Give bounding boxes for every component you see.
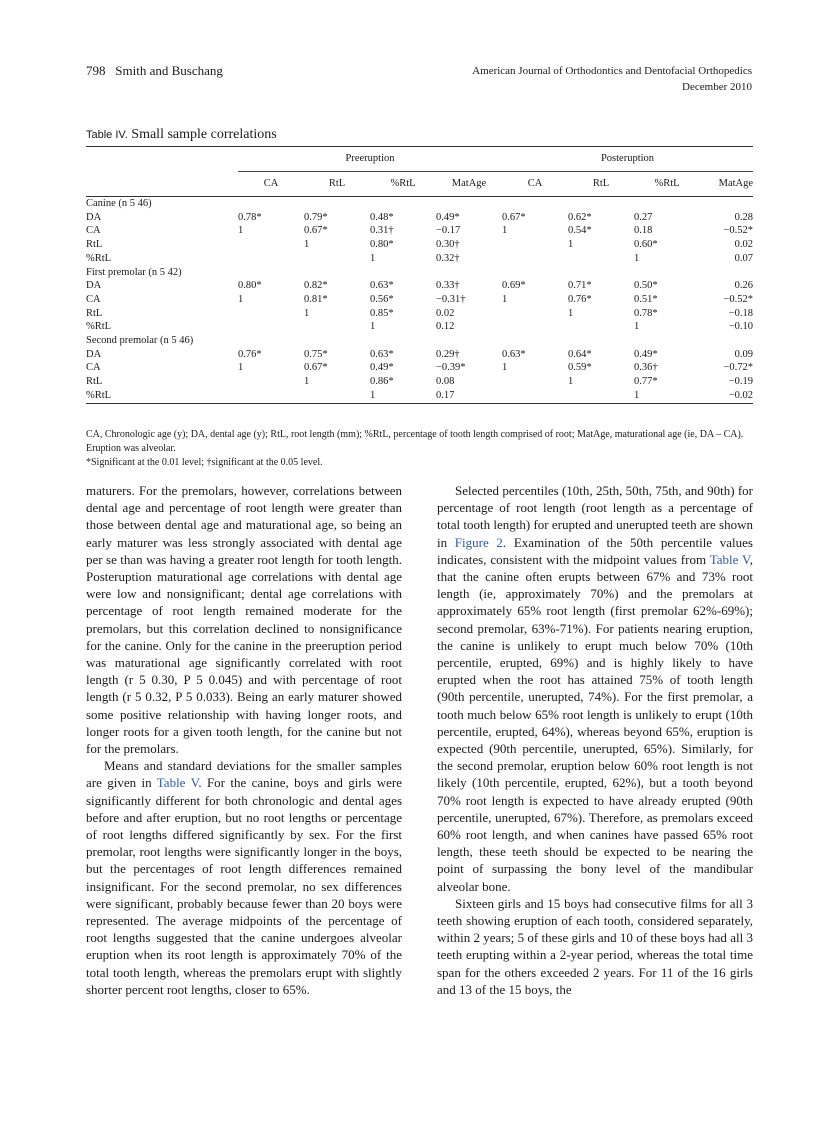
table-cell: 1 <box>568 307 574 319</box>
table-cell: 0.62* <box>568 211 592 223</box>
table-cell: 1 <box>502 362 508 374</box>
table-cell: 0.76* <box>568 293 592 305</box>
table-cell <box>568 320 634 334</box>
table-cell: 0.76* <box>238 348 262 360</box>
table-row <box>86 389 753 403</box>
table-cell: 0.49* <box>370 362 394 374</box>
table-cell: 0.67* <box>304 362 328 374</box>
table-cell <box>502 238 568 252</box>
table-cell: 0.78* <box>634 307 658 319</box>
table-cell <box>238 375 304 389</box>
table-cell: 0.71* <box>568 280 592 292</box>
table-cell: 0.59* <box>568 362 592 374</box>
table-cell: 0.86* <box>370 376 394 388</box>
table-cell: 0.29† <box>436 348 460 360</box>
table-cell: −0.02 <box>728 389 754 401</box>
column-header: RtL <box>328 178 346 189</box>
issue-date: December 2010 <box>682 81 752 93</box>
row-label: %RtL <box>86 252 112 264</box>
table-footnote-abbreviations: CA, Chronologic age (y); DA, dental age (y); RtL, root length (mm); %RtL, percentage of tooth length comprised of root; MatAge, maturational age (ie, DA – CA). Eruption was alveolar. <box>86 429 744 454</box>
table-cell <box>304 252 370 266</box>
body-column-left <box>86 482 402 998</box>
table-cell: 1 <box>370 389 376 401</box>
table-row <box>86 224 753 238</box>
group-header-posteruption: Posteruption <box>502 147 753 172</box>
table-v-link[interactable]: Table V <box>156 775 199 791</box>
body-column-right <box>437 482 753 998</box>
journal-name: American Journal of Orthodontics and Dentofacial Orthopedics <box>472 65 752 77</box>
table-cell: 1 <box>502 293 508 305</box>
table-cell: 1 <box>238 293 244 305</box>
table-row <box>86 252 753 266</box>
paragraph: maturers. For the premolars, however, correlations between dental age and percentage of root length were greater than those between dental age and maturational age, so being an early maturer was less strongly associated with dental age per se than was having a greater root length for tooth length. Posteruption maturational age correlations with dental age were low and nonsignificant; dental age correlations with percentage of root length remained moderate for the premolars, but this correlation declined to nonsignificance for the canine. Only for the canine in the preeruption period was maturational age significantly correlated with root length (r 5 0.30, P 5 0.045) and with percentage of root length (r 5 0.32, P 5 0.033). Being an early maturer showed some positive relationship with having longer roots, and longer roots for a given tooth length, for the canine but not for the premolars. <box>86 483 402 757</box>
table-cell: 0.82* <box>304 280 328 292</box>
table-cell <box>568 389 634 403</box>
table-cell: 0.49* <box>634 348 658 360</box>
table-cell <box>238 307 304 321</box>
table-cell: 0.78* <box>238 211 262 223</box>
table-cell <box>568 252 634 266</box>
table-cell: −0.17 <box>436 225 461 237</box>
table-cell: 0.64* <box>568 348 592 360</box>
table-row <box>86 293 753 307</box>
table-cell: −0.72* <box>723 362 754 374</box>
table-cell: 0.02 <box>734 239 754 251</box>
table-cell: 0.36† <box>634 362 658 374</box>
row-label: RtL <box>86 239 103 251</box>
table-row <box>86 238 753 252</box>
column-header: MatAge <box>451 178 487 189</box>
table-cell: 1 <box>502 225 508 237</box>
table-cell: 1 <box>370 321 376 333</box>
table-row <box>86 307 753 321</box>
table-label: Table IV. <box>86 129 128 141</box>
paragraph: Means and standard deviations for the smaller samples are given in Table V. For the canine, boys and girls were significantly different for both chronologic and dental ages before and after eruption, but no root lengths or percentage of root lengths differed significantly by sex. For the first premolar, root lengths were significantly longer in the boys, but the percentages of root length differences remained insignificant. For the second premolar, no sex differences were significant, probably because fewer than 20 boys were represented. The average midpoints of the percentage of root lengths suggested that the canine undergoes alveolar eruption when its root length is approximately 70% of the total tooth length, whereas the premolars erupt with slightly shorter percent root lengths, closer to 65%. <box>86 758 402 997</box>
table-cell: 0.80* <box>238 280 262 292</box>
column-header: %RtL <box>654 178 680 189</box>
row-label: DA <box>86 280 102 292</box>
table-cell <box>502 252 568 266</box>
column-header: CA <box>527 178 543 189</box>
row-label: CA <box>86 362 101 374</box>
table-cell: 1 <box>370 252 376 264</box>
paragraph: Sixteen girls and 15 boys had consecutive films for all 3 teeth showing eruption of each tooth, considered separately, within 2 years; 5 of these girls and 10 of these boys had all 3 teeth erupting within a 2-year period, whereas the total time span for the others exceeded 2 years. For 11 of the 16 girls and 13 of the 15 boys, the <box>437 895 753 997</box>
table-cell: 1 <box>238 225 244 237</box>
table-cell: 1 <box>304 239 310 251</box>
table-cell: 0.07 <box>734 252 754 264</box>
table-cell: 0.60* <box>634 239 658 251</box>
table-footnote-significance: *Significant at the 0.01 level; †significant at the 0.05 level. <box>86 457 323 468</box>
table-v-link[interactable]: Table V <box>709 551 750 567</box>
column-header: RtL <box>592 178 610 189</box>
table-cell: 0.63* <box>502 348 526 360</box>
table-cell <box>304 389 370 403</box>
table-cell: 1 <box>238 362 244 374</box>
correlation-table <box>86 146 753 404</box>
column-header: %RtL <box>390 178 416 189</box>
section-title: Canine (n 5 46) <box>86 198 152 209</box>
paragraph: Selected percentiles (10th, 25th, 50th, 75th, and 90th) for percentage of root length (root length as a percentage of total tooth length) for erupted and unerupted teeth are shown in Figure 2. Examination of the 50th percentile values indicates, consistent with the midpoint values from Table V, that the canine often erupts between 67% and 73% root length (ie, approximately 70%) and the premolars at approximately 65% root length (first premolar 62%-69%); second premolar, 63%-71%). For patients nearing eruption, the canine is unlikely to erupt much below 70% (10th percentile, erupted, 69%) and is highly likely to have erupted when the root has attained 75% of tooth length (90th percentile, unerupted, 74%). For the first premolar, a tooth much below 65% root length is unlikely to erupt (10th percentile, erupted, 64%), whereas beyond 65%, eruption is expected (90th percentile, unerupted, 65%). Similarly, for the second premolar, eruption below 60% root length is not likely (10th percentile, erupted, 62%), but a tooth beyond 70% root length is expected to have already erupted (90th percentile, unerupted, 67%). Therefore, as premolars exceed 60% root length, and when canines have passed 65% root length, these teeth should be expected to be nearing the point of surpassing the bony level of the mandibular alveolar bone. <box>437 483 753 894</box>
table-cell: 0.12 <box>436 321 455 333</box>
table-cell: 0.81* <box>304 293 328 305</box>
table-cell <box>304 320 370 334</box>
table-cell <box>502 375 568 389</box>
group-header-preeruption: Preeruption <box>238 147 502 172</box>
table-cell: 0.27 <box>634 211 653 223</box>
table-cell: −0.52* <box>723 225 754 237</box>
table-cell: 1 <box>304 376 310 388</box>
row-label: %RtL <box>86 389 112 401</box>
table-cell: −0.19 <box>728 376 754 388</box>
table-row <box>86 348 753 362</box>
table-cell: 0.48* <box>370 211 394 223</box>
table-cell: 0.63* <box>370 280 394 292</box>
column-header-row <box>86 172 753 197</box>
table-cell: 0.18 <box>634 225 653 237</box>
table-cell: 0.17 <box>436 389 455 401</box>
table-cell <box>238 320 304 334</box>
row-label: CA <box>86 293 101 305</box>
section-header-row <box>86 334 753 348</box>
table-cell: 1 <box>568 376 574 388</box>
table-cell: 0.30† <box>436 239 460 251</box>
table-cell: 0.67* <box>502 211 526 223</box>
table-cell: 0.51* <box>634 293 658 305</box>
table-cell <box>502 307 568 321</box>
row-label: RtL <box>86 307 103 319</box>
section-title: First premolar (n 5 42) <box>86 266 182 278</box>
table-cell: 1 <box>568 239 574 251</box>
row-label: CA <box>86 225 101 237</box>
table-cell: 0.69* <box>502 280 526 292</box>
table-cell: 0.33† <box>436 280 460 292</box>
table-cell: 0.85* <box>370 307 394 319</box>
table-cell: 0.80* <box>370 239 394 251</box>
table-cell: 0.77* <box>634 376 658 388</box>
table-cell: −0.31† <box>436 293 466 305</box>
table-cell: 0.50* <box>634 280 658 292</box>
table-row <box>86 375 753 389</box>
table-cell: 0.75* <box>304 348 328 360</box>
table-caption: Small sample correlations <box>131 127 277 142</box>
table-row <box>86 279 753 293</box>
table-cell: 0.49* <box>436 211 460 223</box>
figure-2-link[interactable]: Figure 2 <box>454 534 503 550</box>
table-cell: 0.02 <box>436 307 455 319</box>
section-title: Second premolar (n 5 46) <box>86 335 194 347</box>
table-cell <box>238 238 304 252</box>
table-cell <box>238 389 304 403</box>
row-label: %RtL <box>86 321 112 333</box>
table-row <box>86 361 753 375</box>
page-number: 798 <box>86 63 106 78</box>
table-cell: 1 <box>634 321 640 333</box>
table-cell: 0.28 <box>734 211 754 223</box>
table-cell: −0.18 <box>728 307 754 319</box>
table-cell: 0.54* <box>568 225 592 237</box>
table-cell: −0.10 <box>728 321 754 333</box>
table-title <box>86 127 277 143</box>
table-cell: −0.52* <box>723 293 754 305</box>
table-footnotes <box>86 428 753 470</box>
running-header-right <box>472 63 752 95</box>
column-header: MatAge <box>718 178 754 189</box>
running-header-left <box>86 63 223 79</box>
table-cell: 1 <box>634 389 640 401</box>
table-cell: 0.79* <box>304 211 328 223</box>
table-cell: 0.32† <box>436 252 460 264</box>
table-body <box>86 197 753 404</box>
table-cell <box>238 252 304 266</box>
table-cell: 0.09 <box>734 348 754 360</box>
table-cell <box>502 389 568 403</box>
section-header-row <box>86 197 753 211</box>
table-cell: 0.67* <box>304 225 328 237</box>
row-label: DA <box>86 211 102 223</box>
table-cell: 1 <box>304 307 310 319</box>
table-cell: 0.56* <box>370 293 394 305</box>
table-row <box>86 320 753 334</box>
table-cell: 0.63* <box>370 348 394 360</box>
table-cell: 1 <box>634 252 640 264</box>
table-cell: 0.26 <box>734 280 754 292</box>
table-cell <box>502 320 568 334</box>
table-cell: 0.31† <box>370 225 394 237</box>
row-label: DA <box>86 348 102 360</box>
table-cell: −0.39* <box>436 362 466 374</box>
authors: Smith and Buschang <box>115 63 223 78</box>
table-cell: 0.08 <box>436 376 455 388</box>
section-header-row <box>86 266 753 280</box>
correlation-table-wrapper <box>86 146 753 404</box>
column-header: CA <box>263 178 279 189</box>
row-label: RtL <box>86 376 103 388</box>
table-row <box>86 211 753 225</box>
